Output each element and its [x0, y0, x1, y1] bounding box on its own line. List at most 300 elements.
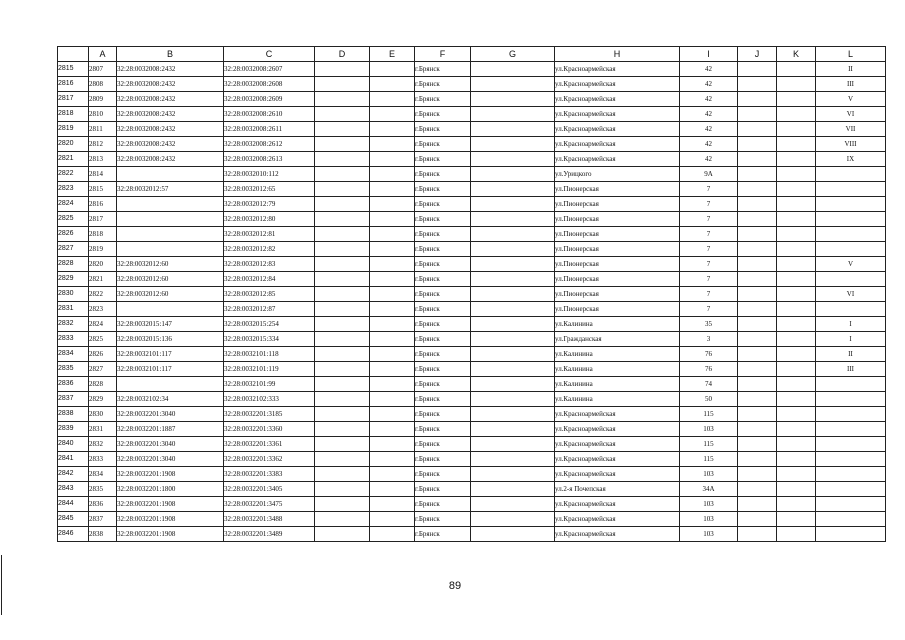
cell-a[interactable]: 2825	[89, 332, 117, 347]
cell-i[interactable]: 7	[680, 197, 738, 212]
cell-f[interactable]: г.Брянск	[415, 407, 471, 422]
cell-j[interactable]	[738, 482, 777, 497]
cell-l[interactable]: VI	[816, 287, 886, 302]
cell-g[interactable]	[471, 92, 555, 107]
cell-g[interactable]	[471, 122, 555, 137]
cell-h[interactable]: ул.Пионерская	[555, 242, 680, 257]
cell-c[interactable]: 32:28:0032008:2612	[224, 137, 315, 152]
cell-f[interactable]: г.Брянск	[415, 392, 471, 407]
cell-l[interactable]	[816, 242, 886, 257]
cell-h[interactable]: ул.Красноармейская	[555, 107, 680, 122]
cell-k[interactable]	[777, 527, 816, 542]
cell-g[interactable]	[471, 452, 555, 467]
cell-f[interactable]: г.Брянск	[415, 302, 471, 317]
row-number[interactable]: 2840	[58, 437, 89, 452]
column-header-k[interactable]: K	[777, 47, 816, 62]
cell-a[interactable]: 2819	[89, 242, 117, 257]
cell-e[interactable]	[370, 527, 415, 542]
cell-l[interactable]	[816, 437, 886, 452]
cell-c[interactable]: 32:28:0032101:118	[224, 347, 315, 362]
cell-a[interactable]: 2815	[89, 182, 117, 197]
cell-i[interactable]: 34А	[680, 482, 738, 497]
cell-d[interactable]	[315, 392, 370, 407]
cell-g[interactable]	[471, 332, 555, 347]
cell-k[interactable]	[777, 332, 816, 347]
cell-a[interactable]: 2820	[89, 257, 117, 272]
cell-l[interactable]	[816, 227, 886, 242]
cell-e[interactable]	[370, 197, 415, 212]
cell-h[interactable]: ул.Красноармейская	[555, 452, 680, 467]
cell-e[interactable]	[370, 452, 415, 467]
cell-c[interactable]: 32:28:0032012:81	[224, 227, 315, 242]
cell-e[interactable]	[370, 272, 415, 287]
cell-b[interactable]: 32:28:0032101:117	[117, 347, 224, 362]
cell-f[interactable]: г.Брянск	[415, 347, 471, 362]
cell-e[interactable]	[370, 257, 415, 272]
row-number[interactable]: 2830	[58, 287, 89, 302]
cell-e[interactable]	[370, 302, 415, 317]
cell-j[interactable]	[738, 332, 777, 347]
cell-e[interactable]	[370, 137, 415, 152]
cell-f[interactable]: г.Брянск	[415, 317, 471, 332]
cell-l[interactable]	[816, 182, 886, 197]
cell-l[interactable]	[816, 452, 886, 467]
cell-d[interactable]	[315, 497, 370, 512]
cell-b[interactable]	[117, 302, 224, 317]
cell-h[interactable]: ул.Пионерская	[555, 182, 680, 197]
cell-b[interactable]	[117, 377, 224, 392]
cell-e[interactable]	[370, 332, 415, 347]
cell-a[interactable]: 2833	[89, 452, 117, 467]
cell-j[interactable]	[738, 527, 777, 542]
cell-g[interactable]	[471, 152, 555, 167]
cell-d[interactable]	[315, 287, 370, 302]
cell-i[interactable]: 42	[680, 62, 738, 77]
cell-c[interactable]: 32:28:0032012:82	[224, 242, 315, 257]
cell-d[interactable]	[315, 407, 370, 422]
cell-k[interactable]	[777, 182, 816, 197]
row-number[interactable]: 2816	[58, 77, 89, 92]
cell-a[interactable]: 2826	[89, 347, 117, 362]
cell-i[interactable]: 7	[680, 257, 738, 272]
cell-d[interactable]	[315, 332, 370, 347]
cell-e[interactable]	[370, 152, 415, 167]
row-number[interactable]: 2834	[58, 347, 89, 362]
cell-i[interactable]: 115	[680, 437, 738, 452]
row-number[interactable]: 2831	[58, 302, 89, 317]
cell-a[interactable]: 2821	[89, 272, 117, 287]
cell-l[interactable]: V	[816, 92, 886, 107]
cell-j[interactable]	[738, 407, 777, 422]
row-number[interactable]: 2821	[58, 152, 89, 167]
cell-g[interactable]	[471, 467, 555, 482]
row-number[interactable]: 2839	[58, 422, 89, 437]
cell-b[interactable]	[117, 227, 224, 242]
cell-c[interactable]: 32:28:0032102:333	[224, 392, 315, 407]
cell-d[interactable]	[315, 512, 370, 527]
cell-d[interactable]	[315, 62, 370, 77]
cell-b[interactable]: 32:28:0032101:117	[117, 362, 224, 377]
cell-l[interactable]	[816, 467, 886, 482]
cell-k[interactable]	[777, 287, 816, 302]
cell-l[interactable]: VI	[816, 107, 886, 122]
cell-i[interactable]: 7	[680, 227, 738, 242]
cell-e[interactable]	[370, 392, 415, 407]
row-number[interactable]: 2827	[58, 242, 89, 257]
cell-a[interactable]: 2838	[89, 527, 117, 542]
cell-b[interactable]: 32:28:0032008:2432	[117, 107, 224, 122]
cell-e[interactable]	[370, 407, 415, 422]
cell-k[interactable]	[777, 362, 816, 377]
cell-e[interactable]	[370, 497, 415, 512]
cell-g[interactable]	[471, 62, 555, 77]
cell-d[interactable]	[315, 257, 370, 272]
cell-f[interactable]: г.Брянск	[415, 122, 471, 137]
cell-b[interactable]: 32:28:0032201:3040	[117, 437, 224, 452]
cell-d[interactable]	[315, 347, 370, 362]
cell-g[interactable]	[471, 422, 555, 437]
cell-h[interactable]: ул.Красноармейская	[555, 407, 680, 422]
cell-l[interactable]	[816, 212, 886, 227]
row-number[interactable]: 2822	[58, 167, 89, 182]
cell-h[interactable]: ул.Калинина	[555, 392, 680, 407]
cell-c[interactable]: 32:28:0032008:2607	[224, 62, 315, 77]
cell-j[interactable]	[738, 347, 777, 362]
cell-f[interactable]: г.Брянск	[415, 482, 471, 497]
cell-f[interactable]: г.Брянск	[415, 167, 471, 182]
cell-i[interactable]: 7	[680, 212, 738, 227]
cell-b[interactable]: 32:28:0032201:1800	[117, 482, 224, 497]
cell-j[interactable]	[738, 467, 777, 482]
cell-g[interactable]	[471, 407, 555, 422]
cell-h[interactable]: ул.Пионерская	[555, 212, 680, 227]
row-number[interactable]: 2843	[58, 482, 89, 497]
cell-a[interactable]: 2811	[89, 122, 117, 137]
cell-b[interactable]	[117, 212, 224, 227]
cell-j[interactable]	[738, 512, 777, 527]
row-number[interactable]: 2846	[58, 527, 89, 542]
cell-l[interactable]	[816, 512, 886, 527]
cell-a[interactable]: 2832	[89, 437, 117, 452]
column-header-e[interactable]: E	[370, 47, 415, 62]
column-header-g[interactable]: G	[471, 47, 555, 62]
cell-h[interactable]: ул.Пионерская	[555, 287, 680, 302]
cell-d[interactable]	[315, 92, 370, 107]
cell-h[interactable]: ул.Пионерская	[555, 227, 680, 242]
cell-a[interactable]: 2827	[89, 362, 117, 377]
cell-k[interactable]	[777, 302, 816, 317]
cell-a[interactable]: 2835	[89, 482, 117, 497]
cell-b[interactable]: 32:28:0032201:3040	[117, 452, 224, 467]
cell-c[interactable]: 32:28:0032012:84	[224, 272, 315, 287]
cell-k[interactable]	[777, 317, 816, 332]
cell-f[interactable]: г.Брянск	[415, 287, 471, 302]
cell-h[interactable]: ул.Калинина	[555, 317, 680, 332]
cell-e[interactable]	[370, 182, 415, 197]
cell-c[interactable]: 32:28:0032101:99	[224, 377, 315, 392]
cell-c[interactable]: 32:28:0032201:3475	[224, 497, 315, 512]
cell-i[interactable]: 115	[680, 452, 738, 467]
cell-f[interactable]: г.Брянск	[415, 212, 471, 227]
cell-g[interactable]	[471, 512, 555, 527]
cell-j[interactable]	[738, 182, 777, 197]
cell-e[interactable]	[370, 212, 415, 227]
cell-c[interactable]: 32:28:0032201:3185	[224, 407, 315, 422]
cell-l[interactable]	[816, 482, 886, 497]
cell-i[interactable]: 115	[680, 407, 738, 422]
cell-i[interactable]: 7	[680, 242, 738, 257]
cell-a[interactable]: 2831	[89, 422, 117, 437]
cell-i[interactable]: 42	[680, 137, 738, 152]
cell-e[interactable]	[370, 422, 415, 437]
cell-b[interactable]: 32:28:0032008:2432	[117, 77, 224, 92]
cell-k[interactable]	[777, 152, 816, 167]
cell-i[interactable]: 76	[680, 362, 738, 377]
cell-d[interactable]	[315, 317, 370, 332]
cell-k[interactable]	[777, 512, 816, 527]
cell-j[interactable]	[738, 167, 777, 182]
cell-j[interactable]	[738, 77, 777, 92]
cell-h[interactable]: ул.Красноармейская	[555, 77, 680, 92]
cell-f[interactable]: г.Брянск	[415, 452, 471, 467]
cell-a[interactable]: 2824	[89, 317, 117, 332]
cell-l[interactable]: VIII	[816, 137, 886, 152]
cell-h[interactable]: ул.Пионерская	[555, 197, 680, 212]
cell-c[interactable]: 32:28:0032101:119	[224, 362, 315, 377]
cell-c[interactable]: 32:28:0032008:2610	[224, 107, 315, 122]
cell-i[interactable]: 74	[680, 377, 738, 392]
row-number[interactable]: 2838	[58, 407, 89, 422]
cell-l[interactable]	[816, 497, 886, 512]
cell-k[interactable]	[777, 227, 816, 242]
cell-b[interactable]	[117, 167, 224, 182]
cell-c[interactable]: 32:28:0032201:3488	[224, 512, 315, 527]
cell-a[interactable]: 2828	[89, 377, 117, 392]
cell-b[interactable]: 32:28:0032008:2432	[117, 137, 224, 152]
cell-j[interactable]	[738, 422, 777, 437]
cell-k[interactable]	[777, 392, 816, 407]
cell-c[interactable]: 32:28:0032012:80	[224, 212, 315, 227]
cell-k[interactable]	[777, 377, 816, 392]
cell-h[interactable]: ул.Пионерская	[555, 302, 680, 317]
cell-a[interactable]: 2807	[89, 62, 117, 77]
cell-l[interactable]: II	[816, 347, 886, 362]
row-number[interactable]: 2826	[58, 227, 89, 242]
cell-k[interactable]	[777, 77, 816, 92]
column-header-j[interactable]: J	[738, 47, 777, 62]
cell-k[interactable]	[777, 122, 816, 137]
cell-b[interactable]: 32:28:0032201:1908	[117, 467, 224, 482]
cell-i[interactable]: 7	[680, 272, 738, 287]
cell-d[interactable]	[315, 182, 370, 197]
cell-c[interactable]: 32:28:0032201:3383	[224, 467, 315, 482]
row-number[interactable]: 2825	[58, 212, 89, 227]
cell-f[interactable]: г.Брянск	[415, 362, 471, 377]
cell-f[interactable]: г.Брянск	[415, 77, 471, 92]
cell-f[interactable]: г.Брянск	[415, 422, 471, 437]
cell-i[interactable]: 103	[680, 512, 738, 527]
cell-i[interactable]: 42	[680, 122, 738, 137]
cell-j[interactable]	[738, 122, 777, 137]
cell-d[interactable]	[315, 167, 370, 182]
cell-k[interactable]	[777, 497, 816, 512]
cell-e[interactable]	[370, 107, 415, 122]
cell-i[interactable]: 103	[680, 467, 738, 482]
cell-f[interactable]: г.Брянск	[415, 257, 471, 272]
cell-d[interactable]	[315, 212, 370, 227]
cell-a[interactable]: 2837	[89, 512, 117, 527]
cell-b[interactable]: 32:28:0032008:2432	[117, 152, 224, 167]
cell-a[interactable]: 2836	[89, 497, 117, 512]
cell-b[interactable]: 32:28:0032012:60	[117, 287, 224, 302]
cell-d[interactable]	[315, 107, 370, 122]
cell-l[interactable]	[816, 407, 886, 422]
cell-i[interactable]: 35	[680, 317, 738, 332]
cell-h[interactable]: ул.Калинина	[555, 362, 680, 377]
row-number[interactable]: 2818	[58, 107, 89, 122]
cell-b[interactable]: 32:28:0032015:136	[117, 332, 224, 347]
cell-k[interactable]	[777, 242, 816, 257]
cell-j[interactable]	[738, 377, 777, 392]
row-number[interactable]: 2833	[58, 332, 89, 347]
cell-e[interactable]	[370, 122, 415, 137]
cell-k[interactable]	[777, 407, 816, 422]
cell-b[interactable]: 32:28:0032008:2432	[117, 122, 224, 137]
cell-k[interactable]	[777, 107, 816, 122]
cell-i[interactable]: 103	[680, 497, 738, 512]
cell-k[interactable]	[777, 92, 816, 107]
cell-g[interactable]	[471, 257, 555, 272]
cell-j[interactable]	[738, 137, 777, 152]
cell-j[interactable]	[738, 152, 777, 167]
cell-c[interactable]: 32:28:0032201:3405	[224, 482, 315, 497]
cell-d[interactable]	[315, 437, 370, 452]
cell-e[interactable]	[370, 437, 415, 452]
cell-g[interactable]	[471, 482, 555, 497]
cell-b[interactable]: 32:28:0032201:1908	[117, 497, 224, 512]
cell-l[interactable]	[816, 167, 886, 182]
cell-a[interactable]: 2817	[89, 212, 117, 227]
cell-k[interactable]	[777, 452, 816, 467]
cell-f[interactable]: г.Брянск	[415, 272, 471, 287]
cell-j[interactable]	[738, 62, 777, 77]
row-number[interactable]: 2844	[58, 497, 89, 512]
row-number[interactable]: 2828	[58, 257, 89, 272]
cell-a[interactable]: 2813	[89, 152, 117, 167]
cell-l[interactable]: III	[816, 77, 886, 92]
cell-i[interactable]: 50	[680, 392, 738, 407]
cell-d[interactable]	[315, 242, 370, 257]
cell-b[interactable]: 32:28:0032012:57	[117, 182, 224, 197]
cell-f[interactable]: г.Брянск	[415, 62, 471, 77]
cell-k[interactable]	[777, 482, 816, 497]
cell-h[interactable]: ул.Красноармейская	[555, 437, 680, 452]
cell-e[interactable]	[370, 227, 415, 242]
cell-j[interactable]	[738, 227, 777, 242]
cell-i[interactable]: 7	[680, 182, 738, 197]
row-number[interactable]: 2836	[58, 377, 89, 392]
cell-g[interactable]	[471, 227, 555, 242]
cell-d[interactable]	[315, 377, 370, 392]
cell-j[interactable]	[738, 242, 777, 257]
cell-f[interactable]: г.Брянск	[415, 467, 471, 482]
cell-b[interactable]: 32:28:0032201:1908	[117, 527, 224, 542]
cell-d[interactable]	[315, 137, 370, 152]
cell-h[interactable]: ул.Красноармейская	[555, 497, 680, 512]
row-number[interactable]: 2841	[58, 452, 89, 467]
cell-j[interactable]	[738, 437, 777, 452]
row-number[interactable]: 2832	[58, 317, 89, 332]
cell-g[interactable]	[471, 302, 555, 317]
cell-h[interactable]: ул.Пионерская	[555, 272, 680, 287]
cell-d[interactable]	[315, 272, 370, 287]
cell-l[interactable]: I	[816, 332, 886, 347]
cell-j[interactable]	[738, 287, 777, 302]
cell-a[interactable]: 2809	[89, 92, 117, 107]
column-header-i[interactable]: I	[680, 47, 738, 62]
cell-d[interactable]	[315, 122, 370, 137]
cell-h[interactable]: ул.Красноармейская	[555, 422, 680, 437]
column-header-a[interactable]: A	[89, 47, 117, 62]
cell-l[interactable]	[816, 377, 886, 392]
cell-d[interactable]	[315, 422, 370, 437]
cell-h[interactable]: ул.Красноармейская	[555, 92, 680, 107]
cell-h[interactable]: ул.2-я Почепская	[555, 482, 680, 497]
cell-i[interactable]: 76	[680, 347, 738, 362]
cell-d[interactable]	[315, 227, 370, 242]
cell-c[interactable]: 32:28:0032201:3362	[224, 452, 315, 467]
cell-k[interactable]	[777, 272, 816, 287]
cell-b[interactable]: 32:28:0032015:147	[117, 317, 224, 332]
cell-g[interactable]	[471, 497, 555, 512]
cell-h[interactable]: ул.Калинина	[555, 377, 680, 392]
cell-k[interactable]	[777, 347, 816, 362]
cell-e[interactable]	[370, 347, 415, 362]
cell-l[interactable]	[816, 197, 886, 212]
cell-c[interactable]: 32:28:0032012:65	[224, 182, 315, 197]
cell-g[interactable]	[471, 362, 555, 377]
cell-f[interactable]: г.Брянск	[415, 527, 471, 542]
cell-d[interactable]	[315, 467, 370, 482]
cell-h[interactable]: ул.Урицкого	[555, 167, 680, 182]
cell-e[interactable]	[370, 62, 415, 77]
cell-h[interactable]: ул.Пионерская	[555, 257, 680, 272]
cell-h[interactable]: ул.Красноармейская	[555, 122, 680, 137]
cell-j[interactable]	[738, 452, 777, 467]
cell-e[interactable]	[370, 377, 415, 392]
cell-h[interactable]: ул.Красноармейская	[555, 62, 680, 77]
cell-f[interactable]: г.Брянск	[415, 242, 471, 257]
cell-k[interactable]	[777, 197, 816, 212]
cell-g[interactable]	[471, 77, 555, 92]
cell-g[interactable]	[471, 242, 555, 257]
column-header-f[interactable]: F	[415, 47, 471, 62]
cell-a[interactable]: 2829	[89, 392, 117, 407]
cell-e[interactable]	[370, 317, 415, 332]
cell-k[interactable]	[777, 212, 816, 227]
cell-b[interactable]: 32:28:0032201:1908	[117, 512, 224, 527]
cell-b[interactable]: 32:28:0032012:60	[117, 257, 224, 272]
cell-d[interactable]	[315, 482, 370, 497]
cell-c[interactable]: 32:28:0032012:85	[224, 287, 315, 302]
cell-e[interactable]	[370, 167, 415, 182]
row-number[interactable]: 2829	[58, 272, 89, 287]
cell-c[interactable]: 32:28:0032012:79	[224, 197, 315, 212]
cell-j[interactable]	[738, 497, 777, 512]
cell-c[interactable]: 32:28:0032201:3489	[224, 527, 315, 542]
cell-l[interactable]	[816, 422, 886, 437]
cell-g[interactable]	[471, 377, 555, 392]
